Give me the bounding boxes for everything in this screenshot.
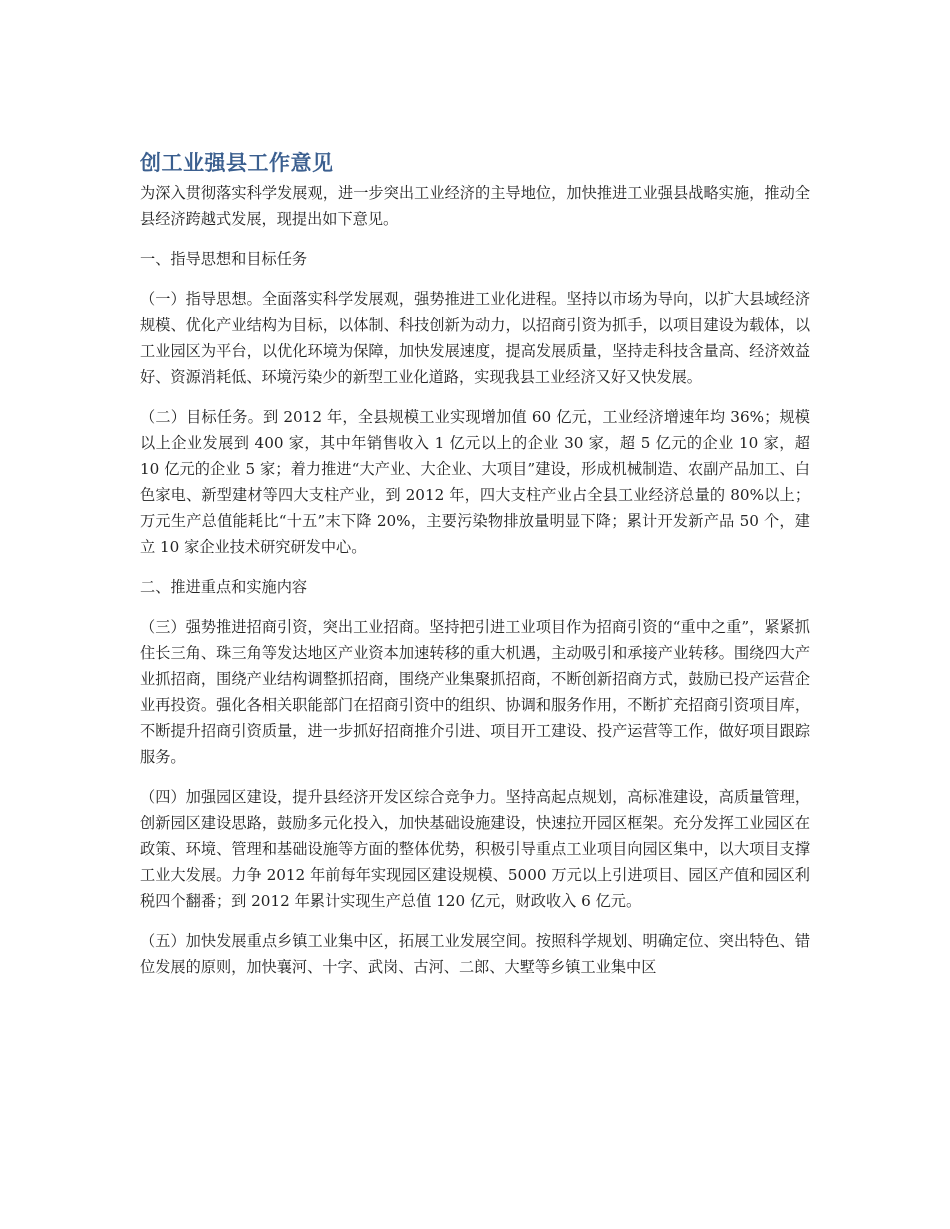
paragraph-target-tasks: （二）目标任务。到 2012 年，全县规模工业实现增加值 60 亿元，工业经济增速年均 36%；规模以上企业发展到 400 家，其中年销售收入 1 亿元以上的企业 30 家，超 5 亿元的企业 10 家，超 10 亿元的企业 5 家；着力推进“大产业、大企业、大项目”建设，形成机械制造、农副产品加工、白色家电、新型建材等四大支柱产业，到 2012 年，四大支柱产业占全县工业经济总量的 80%以上；万元生产总值能耗比“十五”末下降 20%，主要污染物排放量明显下降；累计开发新产品 50 个，建立 10 家企业技术研究研发中心。 bbox=[140, 408, 810, 556]
paragraph-guiding-ideology: （一）指导思想。全面落实科学发展观，强势推进工业化进程。坚持以市场为导向，以扩大县域经济规模、优化产业结构为目标，以体制、科技创新为动力，以招商引资为抓手，以项目建设为载体，以工业园区为平台，以优化环境为保障，加快发展速度，提高发展质量，坚持走科技含量高、经济效益好、资源消耗低、环境污染少的新型工业化道路，实现我县工业经济又好又快发展。 bbox=[140, 290, 810, 386]
document-title: 创工业强县工作意见 bbox=[140, 151, 334, 175]
section-heading-2: 二、推进重点和实施内容 bbox=[140, 578, 308, 596]
paragraph-investment-promotion: （三）强势推进招商引资，突出工业招商。坚持把引进工业项目作为招商引资的“重中之重”，紧紧抓住长三角、珠三角等发达地区产业资本加速转移的重大机遇，主动吸引和承接产业转移。围绕四大产业抓招商，围绕产业结构调整抓招商，围绕产业集聚抓招商，不断创新招商方式，鼓励已投产运营企业再投资。强化各相关职能部门在招商引资中的组织、协调和服务作用，不断扩充招商引资项目库，不断提升招商引资质量，进一步抓好招商推介引进、项目开工建设、投产运营等工作，做好项目跟踪服务。 bbox=[140, 618, 810, 766]
paragraph-park-construction: （四）加强园区建设，提升县经济开发区综合竞争力。坚持高起点规划，高标准建设，高质量管理，创新园区建设思路，鼓励多元化投入，加快基础设施建设，快速拉开园区框架。充分发挥工业园区在政策、环境、管理和基础设施等方面的整体优势，积极引导重点工业项目向园区集中，以大项目支撑工业大发展。力争 2012 年前每年实现园区建设规模、5000 万元以上引进项目、园区产值和园区利税四个翻番；到 2012 年累计实现生产总值 120 亿元，财政收入 6 亿元。 bbox=[140, 788, 810, 910]
paragraph-township-industry: （五）加快发展重点乡镇工业集中区，拓展工业发展空间。按照科学规划、明确定位、突出特色、错位发展的原则，加快襄河、十字、武岗、古河、二郎、大墅等乡镇工业集中区 bbox=[140, 932, 810, 976]
intro-paragraph: 为深入贯彻落实科学发展观，进一步突出工业经济的主导地位，加快推进工业强县战略实施，推动全县经济跨越式发展，现提出如下意见。 bbox=[140, 184, 810, 228]
document-body bbox=[140, 148, 810, 994]
section-heading-1: 一、指导思想和目标任务 bbox=[140, 250, 308, 268]
